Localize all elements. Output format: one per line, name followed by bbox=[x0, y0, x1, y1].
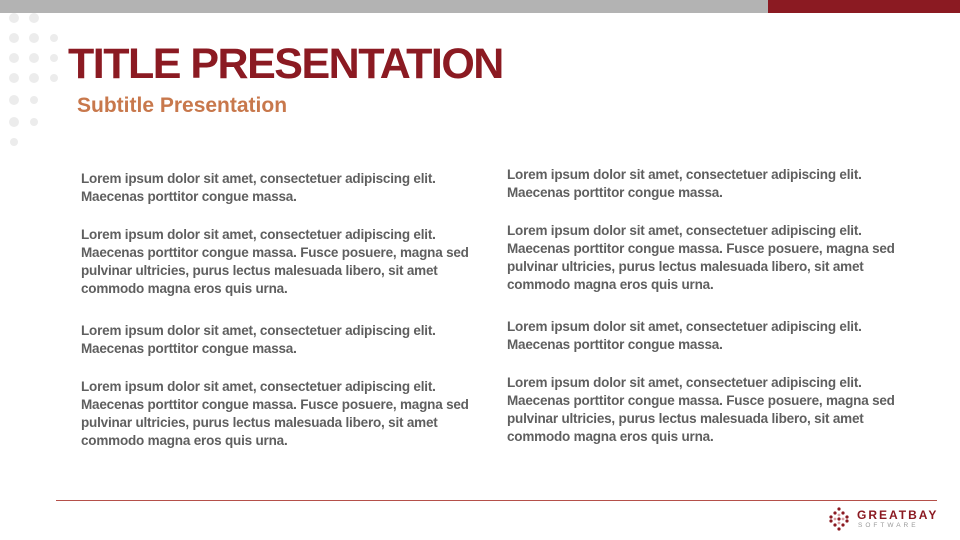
paragraph: Lorem ipsum dolor sit amet, consectetuer adipiscing elit. Maecenas porttitor congue massa. Fusce posuere, magna sed pulvinar ultricies, purus lectus malesuada libero, sit amet commodo magna eros quis urna. bbox=[81, 379, 469, 448]
paragraph: Lorem ipsum dolor sit amet, consectetuer adipiscing elit. Maecenas porttitor congue massa. bbox=[507, 167, 862, 200]
diamond-dots-icon bbox=[826, 506, 852, 532]
paragraph: Lorem ipsum dolor sit amet, consectetuer adipiscing elit. Maecenas porttitor congue massa. Fusce posuere, magna sed pulvinar ultricies, purus lectus malesuada libero, sit amet commodo magna eros quis urna. bbox=[81, 227, 469, 296]
company-logo bbox=[826, 506, 944, 532]
paragraph: Lorem ipsum dolor sit amet, consectetuer adipiscing elit. Maecenas porttitor congue massa. Fusce posuere, magna sed pulvinar ultricies, purus lectus malesuada libero, sit amet commodo magna eros quis urna. bbox=[507, 375, 895, 444]
text-column-left bbox=[81, 170, 481, 450]
paragraph: Lorem ipsum dolor sit amet, consectetuer adipiscing elit. Maecenas porttitor congue massa. bbox=[507, 319, 862, 352]
top-bar-gray bbox=[0, 0, 768, 13]
logo-wordmark: GREATBAY bbox=[857, 508, 939, 522]
top-bar-red bbox=[768, 0, 960, 13]
paragraph: Lorem ipsum dolor sit amet, consectetuer adipiscing elit. Maecenas porttitor congue massa. Fusce posuere, magna sed pulvinar ultricies, purus lectus malesuada libero, sit amet commodo magna eros quis urna. bbox=[507, 223, 895, 292]
logo-tagline: SOFTWARE bbox=[858, 522, 919, 529]
slide-subtitle: Subtitle Presentation bbox=[77, 94, 288, 117]
paragraph: Lorem ipsum dolor sit amet, consectetuer adipiscing elit. Maecenas porttitor congue massa. bbox=[81, 171, 436, 204]
decorative-dots-pattern bbox=[0, 10, 70, 150]
text-column-right bbox=[507, 166, 907, 446]
paragraph: Lorem ipsum dolor sit amet, consectetuer adipiscing elit. Maecenas porttitor congue massa. bbox=[81, 323, 436, 356]
slide-title: TITLE PRESENTATION bbox=[68, 40, 503, 88]
footer-divider bbox=[56, 500, 937, 501]
